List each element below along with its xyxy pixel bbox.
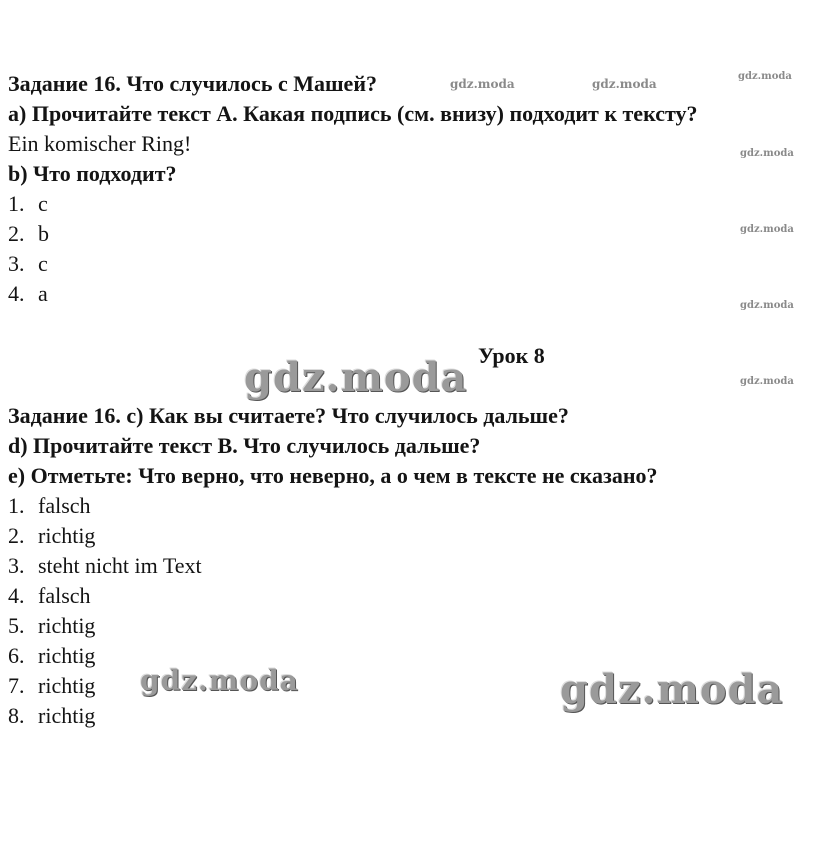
- part-a-question: a) Прочитайте текст А. Какая подпись (см. внизу) подходит к тексту?: [8, 101, 698, 126]
- part-e-item: 1. falsch: [8, 493, 91, 518]
- task16-heading: Задание 16. Что случилось с Машей?: [8, 71, 377, 96]
- part-d-question: d) Прочитайте текст B. Что случилось дальше?: [8, 433, 481, 458]
- part-b-item: 1. c: [8, 191, 48, 216]
- part-b-item: 4. a: [8, 281, 48, 306]
- watermark: gdz.moda: [450, 77, 515, 91]
- part-e-item: 3. steht nicht im Text: [8, 553, 202, 578]
- part-b-item: 3. c: [8, 251, 48, 276]
- part-e-item: 7. richtig: [8, 673, 96, 698]
- part-e-item: 2. richtig: [8, 523, 96, 548]
- part-e-item: 8. richtig: [8, 703, 96, 728]
- part-b-question: b) Что подходит?: [8, 161, 177, 186]
- part-e-item: 4. falsch: [8, 583, 91, 608]
- watermark: gdz.moda: [740, 224, 794, 235]
- part-e-question: e) Отметьте: Что верно, что неверно, а о чем в тексте не сказано?: [8, 463, 658, 488]
- part-b-item: 2. b: [8, 221, 49, 246]
- watermark-large: gdz.moda: [244, 354, 468, 401]
- watermark-large: gdz.moda: [140, 664, 299, 697]
- watermark: gdz.moda: [740, 300, 794, 311]
- lesson-title: Урок 8: [478, 343, 545, 368]
- watermark: gdz.moda: [738, 71, 792, 82]
- watermark: gdz.moda: [740, 376, 794, 387]
- part-e-item: 5. richtig: [8, 613, 96, 638]
- watermark: gdz.moda: [740, 148, 794, 159]
- watermark-large: gdz.moda: [560, 666, 784, 713]
- part-a-answer: Ein komischer Ring!: [8, 131, 192, 156]
- part-c-question: Задание 16. c) Как вы считаете? Что случилось дальше?: [8, 403, 569, 428]
- part-e-item: 6. richtig: [8, 643, 96, 668]
- watermark: gdz.moda: [592, 77, 657, 91]
